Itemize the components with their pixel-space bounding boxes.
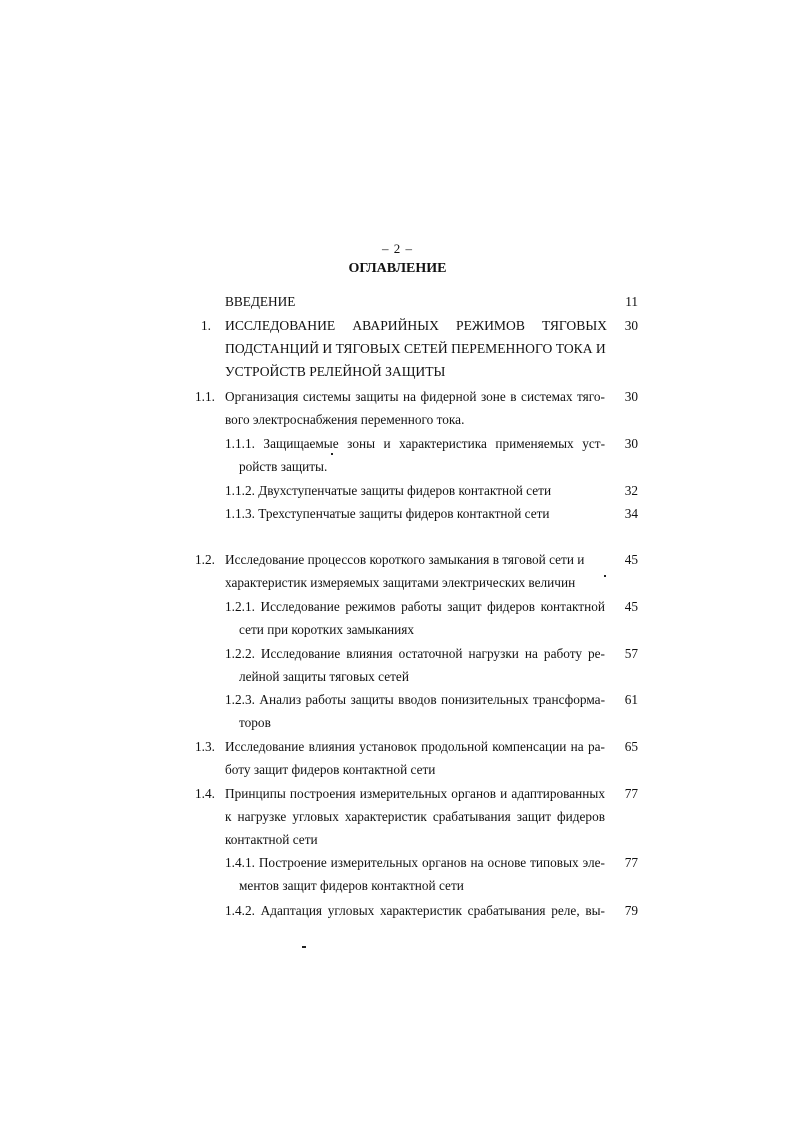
toc-entry-text: ИССЛЕДОВАНИЕ АВАРИЙНЫХ РЕЖИМОВ ТЯГОВЫХ ПОДСТАНЦИЙ И ТЯГОВЫХ СЕТЕЙ ПЕРЕМЕННОГО ТОКА И УСТРОЙСТВ РЕЛЕЙНОЙ ЗАЩИТЫ xyxy=(225,318,607,379)
toc-entry-page: 45 xyxy=(624,599,638,614)
toc-entry-number: 1.3. xyxy=(195,739,215,754)
scan-speck xyxy=(604,575,606,577)
toc-entry-text: 1.2.1. Исследование режимов работы защит фидеров контактной сети при коротких замыканиях xyxy=(225,599,605,637)
toc-entry-text: 1.1.1. Защищаемые зоны и характеристика применяемых уст- ройств защиты. xyxy=(225,436,605,474)
toc-entry-number: 1.1. xyxy=(195,389,215,404)
toc-entry-text: 1.1.2. Двухступенчатые защиты фидеров контактной сети xyxy=(225,483,552,498)
toc-entry-text: Организация системы защиты на фидерной зоне в системах тяго- вого электроснабжения переменного тока. xyxy=(225,389,605,427)
toc-entry-text: Исследование влияния установок продольной компенсации на ра- боту защит фидеров контактной сети xyxy=(225,739,605,777)
toc-entry-text: 1.1.3. Трехступенчатые защиты фидеров контактной сети xyxy=(225,506,550,521)
toc-entry-page: 30 xyxy=(624,389,638,404)
toc-entry-page: 57 xyxy=(624,646,638,661)
toc-entry-page: 45 xyxy=(624,552,638,567)
toc-entry-page: 30 xyxy=(624,436,638,451)
scan-speck xyxy=(331,453,333,455)
toc-entry-1-4 xyxy=(195,782,638,851)
toc-entry-1-3 xyxy=(195,735,638,781)
toc-entry-text: 1.4.1. Построение измерительных органов на основе типовых эле- ментов защит фидеров контактной сети xyxy=(225,855,605,893)
toc-entry-1-1 xyxy=(195,385,638,431)
toc-entry-1-2-3 xyxy=(195,688,638,734)
page-number: – 2 – xyxy=(382,241,413,256)
toc-heading: ОГЛАВЛЕНИЕ xyxy=(348,261,447,276)
toc-entry-1-2 xyxy=(195,548,638,594)
toc-entry-text: 1.2.2. Исследование влияния остаточной нагрузки на работу ре- лейной защиты тяговых сетей xyxy=(225,646,605,684)
toc-entry-text: Исследование процессов короткого замыкания в тяговой сети и характеристик измеряемых защитами электрических величин xyxy=(225,552,585,590)
toc-entry-number: 1. xyxy=(201,318,211,333)
toc-entry-number: 1.4. xyxy=(195,786,215,801)
toc-entry-1-1-2 xyxy=(195,479,638,502)
toc-entry-page: 77 xyxy=(624,855,638,870)
toc-entry-introduction xyxy=(195,290,638,313)
toc-entry-number: 1.2. xyxy=(195,552,215,567)
scan-speck xyxy=(302,946,306,948)
toc-entry-1-1-3 xyxy=(195,502,638,525)
toc-entry-page: 79 xyxy=(624,903,638,918)
toc-entry-page: 34 xyxy=(624,506,638,521)
toc-entry-page: 11 xyxy=(625,294,638,309)
toc-entry-text: 1.4.2. Адаптация угловых характеристик срабатывания реле, вы- xyxy=(225,903,605,918)
toc-entry-page: 32 xyxy=(624,483,638,498)
toc-entry-text: 1.2.3. Анализ работы защиты вводов понизительных трансформа- торов xyxy=(225,692,605,730)
toc-entry-1-1-1 xyxy=(195,432,638,478)
toc-entry-page: 30 xyxy=(624,318,638,333)
toc-entry-page: 65 xyxy=(624,739,638,754)
toc-entry-page: 77 xyxy=(624,786,638,801)
toc-entry-1-4-1 xyxy=(195,851,638,897)
toc-entry-1-2-2 xyxy=(195,642,638,688)
toc-entry-page: 61 xyxy=(624,692,638,707)
toc-entry-text: Принципы построения измерительных органов и адаптированных к нагрузке угловых характеристик срабатывания защит фидеров контактной сети xyxy=(225,786,605,847)
toc-entry-text: ВВЕДЕНИЕ xyxy=(225,294,296,309)
toc-entry-1-2-1 xyxy=(195,595,638,641)
toc-entry-1-4-2 xyxy=(195,899,638,922)
toc-entry-chapter-1 xyxy=(195,314,638,384)
